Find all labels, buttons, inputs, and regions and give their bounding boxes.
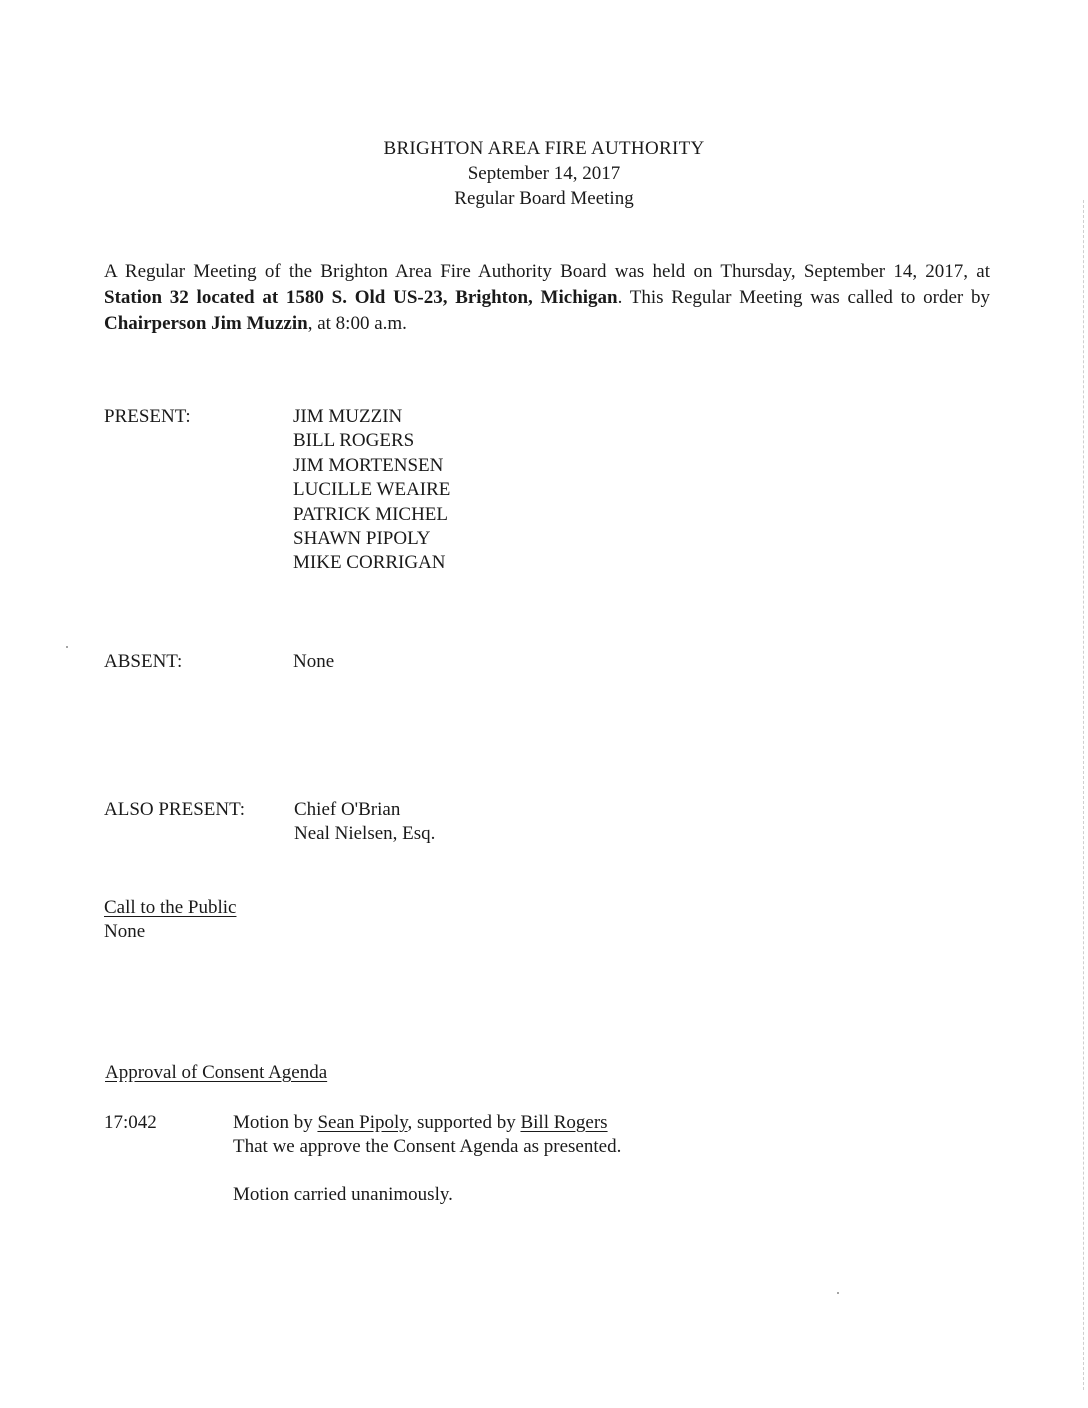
mover-name: Sean Pipoly: [317, 1112, 408, 1133]
scan-speck: [837, 1292, 839, 1294]
also-present-list: [294, 798, 435, 847]
meeting-location: Station 32 located at 1580 S. Old US-23, Brighton, Michigan: [104, 287, 618, 308]
absent-value: None: [293, 651, 335, 672]
intro-text-1: A Regular Meeting of the Brighton Area Fire Authority Board was held on Thursday, September 14, 2017, at: [104, 261, 990, 282]
also-present-label: ALSO PRESENT:: [104, 799, 246, 820]
motion-text: That we approve the Consent Agenda as presented.: [233, 1136, 622, 1157]
present-member: JIM MORTENSEN: [293, 454, 444, 476]
intro-paragraph: [104, 259, 990, 337]
call-to-public-value: None: [104, 921, 146, 942]
document-header: [0, 136, 1088, 211]
organization-name: BRIGHTON AREA FIRE AUTHORITY: [383, 138, 705, 159]
also-present-member: Neal Nielsen, Esq.: [294, 823, 436, 845]
scan-edge-artifact: [1082, 200, 1084, 1390]
supporter-name: Bill Rogers: [520, 1112, 608, 1133]
scan-speck: [66, 646, 68, 648]
consent-agenda-heading: Approval of Consent Agenda: [105, 1062, 328, 1083]
also-present-member: Chief O'Brian: [294, 799, 401, 820]
motion-number: 17:042: [104, 1112, 157, 1133]
motion-line: [233, 1111, 621, 1135]
present-member: SHAWN PIPOLY: [293, 528, 431, 550]
meeting-date: September 14, 2017: [467, 163, 621, 184]
intro-text-2: . This Regular Meeting was called to order by: [617, 287, 990, 308]
call-to-public-section: [104, 896, 236, 944]
motion-result: Motion carried unanimously.: [233, 1184, 453, 1205]
motion-spacer: [233, 1159, 621, 1183]
present-member: JIM MUZZIN: [293, 406, 403, 427]
call-to-public-heading: Call to the Public: [104, 897, 237, 918]
intro-text-3: , at 8:00 a.m.: [307, 313, 407, 334]
present-member: PATRICK MICHEL: [293, 503, 449, 525]
motion-prefix: Motion by: [233, 1112, 318, 1133]
meeting-type: Regular Board Meeting: [454, 188, 634, 209]
present-label: PRESENT:: [104, 406, 191, 427]
motion-middle: , supported by: [407, 1112, 521, 1133]
present-member: LUCILLE WEAIRE: [293, 479, 451, 501]
chairperson-name: Chairperson Jim Muzzin: [104, 313, 308, 334]
present-member: BILL ROGERS: [293, 430, 415, 452]
absent-label: ABSENT:: [104, 651, 183, 672]
present-member: MIKE CORRIGAN: [293, 552, 446, 574]
motion-body: [233, 1111, 621, 1207]
present-list: [293, 405, 450, 576]
